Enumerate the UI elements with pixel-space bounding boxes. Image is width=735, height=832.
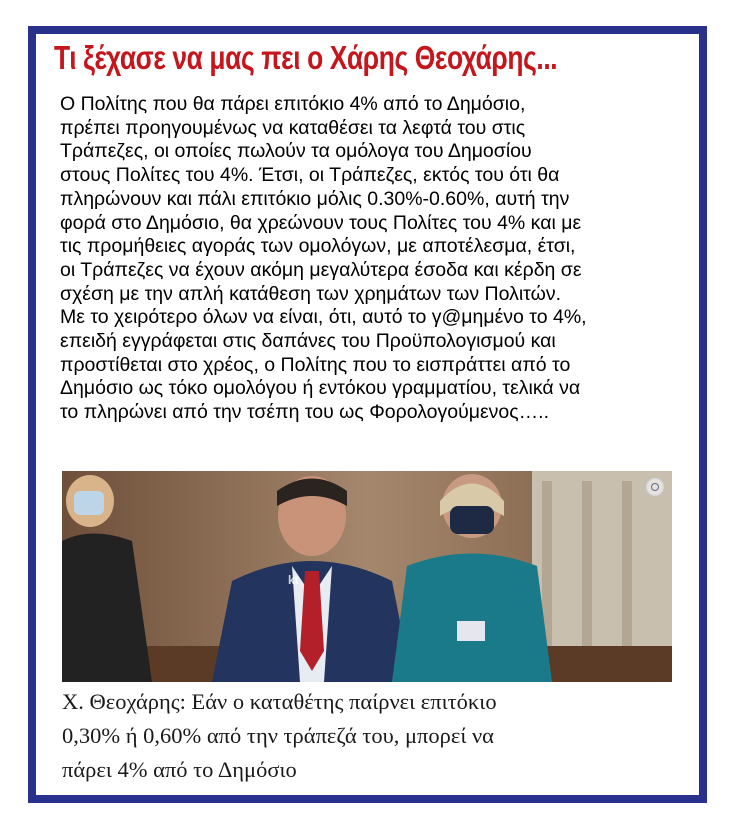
parliament-photo-illustration bbox=[62, 471, 672, 682]
body-line: το πληρώνει από την τσέπη του ως Φορολογούμενος….. bbox=[60, 401, 550, 424]
body-line: προστίθεται στο χρέος, ο Πολίτης που το εισπράττει από το bbox=[60, 353, 571, 376]
body-line: πληρώνουν και πάλι επιτόκιο μόλις 0.30%-0.60%, αυτή την bbox=[60, 187, 570, 210]
photo-caption bbox=[62, 685, 682, 787]
body-line: οι Τράπεζες να έχουν ακόμη μεγαλύτερα έσοδα και κέρδη σε bbox=[60, 258, 582, 281]
body-line: επειδή εγγράφεται στις δαπάνες του Προϋπολογισμού και bbox=[60, 330, 556, 353]
photo-watermark: kt bbox=[288, 573, 299, 587]
body-line: φορά στο Δημόσιο, θα χρεώνουν τους Πολίτες του 4% και με bbox=[60, 211, 582, 234]
body-line: τις προμήθειες αγοράς των ομολόγων, με αποτέλεσμα, έτσι, bbox=[60, 235, 576, 258]
caption-line: Χ. Θεοχάρης: Εάν ο καταθέτης παίρνει επιτόκιο bbox=[62, 689, 497, 714]
article-body bbox=[60, 93, 690, 425]
body-line: πρέπει προηγουμένως να καταθέσει τα λεφτά του στις bbox=[60, 116, 526, 139]
body-line: Τράπεζες, οι οποίες πωλούν τα ομόλογα του Δημοσίου bbox=[60, 140, 532, 163]
zoom-icon[interactable] bbox=[646, 478, 664, 496]
caption-line: πάρει 4% από το Δημόσιο bbox=[62, 757, 297, 782]
body-line: Δημόσιο ως τόκο ομολόγου ή εντόκου γραμματίου, τελικά να bbox=[60, 377, 581, 400]
article-title: Τι ξέχασε να μας πει ο Χάρης Θεοχάρης... bbox=[54, 39, 558, 76]
body-line: στους Πολίτες του 4%. Έτσι, οι Τράπεζες, εκτός του ότι θα bbox=[60, 164, 560, 187]
article-photo bbox=[62, 471, 672, 682]
body-line: Ο Πολίτης που θα πάρει επιτόκιο 4% από το Δημόσιο, bbox=[60, 93, 526, 115]
body-line: Με το χειρότερο όλων να είναι, ότι, αυτό το γ@μημένο το 4%, bbox=[60, 306, 587, 329]
caption-line: 0,30% ή 0,60% από την τράπεζά του, μπορεί να bbox=[62, 723, 494, 748]
body-line: σχέση με την απλή κατάθεση των χρημάτων των Πολιτών. bbox=[60, 282, 561, 305]
